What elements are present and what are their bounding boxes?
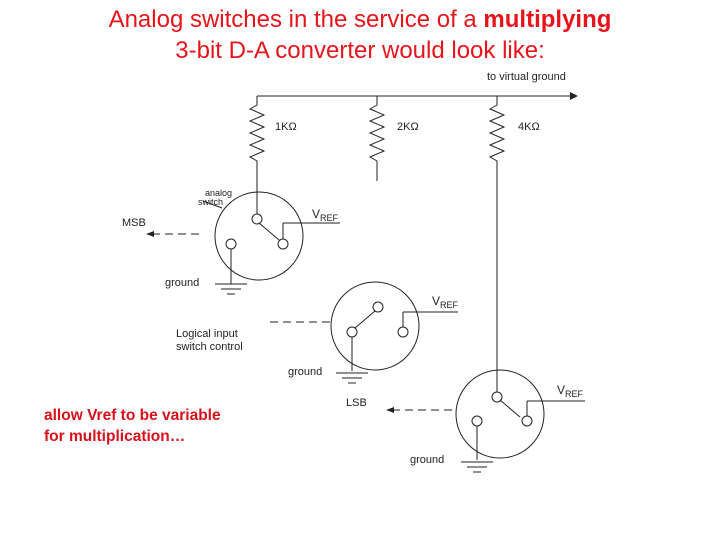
title-bold-word: multiplying [483,6,612,33]
switch-2-pole [373,302,383,312]
ground-symbol-1 [215,284,247,294]
switch-2-vref-contact [398,327,408,337]
resistor-2k-label: 2KΩ [397,121,419,133]
ground-label-3: ground [410,454,445,466]
vref-1-sub: REF [320,213,338,223]
switch-1-ground-contact [226,239,236,249]
switch-3-arm [500,400,520,417]
multiplication-note [44,405,221,447]
note-line-1: allow Vref to be variable [44,407,221,424]
ground-label-1: ground [165,277,200,289]
analog-switch-2-body [331,282,419,370]
analog-switch-label-line-2: switch [198,197,224,207]
vref-1-main: V [312,207,321,221]
switch-1-vref-contact [278,239,288,249]
ground-symbol-3 [461,462,493,472]
vref-3-main: V [557,383,566,397]
logical-input-label-line-1: Logical input [176,328,238,340]
vref-2-sub: REF [440,300,458,310]
vref-label-1 [312,207,339,223]
vref-label-2 [432,294,459,310]
ground-label-2: ground [288,366,323,378]
logical-input-label-line-2: switch control [176,341,243,353]
lsb-label: LSB [346,397,367,409]
title-line-2: 3-bit D-A converter would look like: [175,37,545,64]
analog-switch-label-line-1: analog [205,188,233,198]
analog-switch-3-body [456,370,544,458]
vref-2-main: V [432,294,441,308]
ground-symbol-2 [336,373,368,383]
switch-1-pole [252,214,262,224]
output-label: to virtual ground [487,71,566,83]
note-line-2: for multiplication… [44,428,186,445]
resistor-4k [490,100,504,165]
resistor-1k-label: 1KΩ [275,121,297,133]
vref-3-sub: REF [565,389,583,399]
switch-3-ground-contact [472,416,482,426]
resistor-4k-label: 4KΩ [518,121,540,133]
msb-label: MSB [122,217,146,229]
output-arrow [570,92,578,100]
vref-label-3 [557,383,584,399]
switch-2-ground-contact [347,327,357,337]
switch-2-arm [355,311,375,328]
resistor-1k [250,100,264,165]
switch-1-arm [259,223,279,240]
resistor-2k [370,100,384,161]
analog-switch-1-body [215,192,303,280]
title-line-1-text: Analog switches in the service of a [108,6,484,33]
switch-3-vref-contact [522,416,532,426]
